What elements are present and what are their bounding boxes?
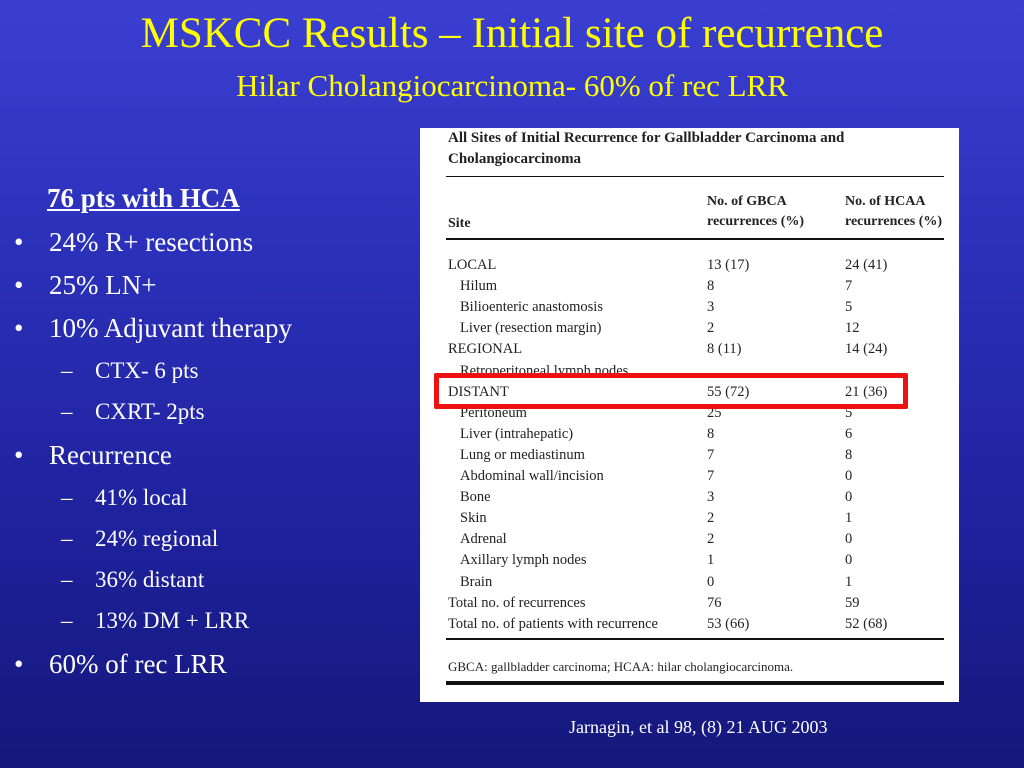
table-rule-bottom	[446, 638, 944, 640]
bullet-dot: •	[14, 313, 24, 343]
cell-site: Abdominal wall/incision	[460, 468, 604, 484]
bullet-item	[14, 646, 414, 682]
sub-bullet-dash: –	[61, 567, 73, 592]
cell-hcaa: 0	[845, 489, 853, 506]
table-row	[448, 487, 948, 508]
table-row	[448, 339, 948, 360]
cell-hcaa: 0	[845, 552, 853, 569]
sub-bullet-text: CXRT- 2pts	[95, 399, 205, 424]
sub-bullet-item	[14, 396, 414, 428]
cell-gbca: 2	[707, 320, 715, 337]
sub-bullet-text: 36% distant	[95, 567, 205, 592]
cell-site: LOCAL	[448, 257, 497, 273]
table-rule-top	[446, 176, 944, 177]
cell-site: Total no. of recurrences	[448, 594, 586, 611]
cell-hcaa: 59	[845, 594, 860, 611]
bullet-dot: •	[14, 440, 24, 470]
table-row	[448, 593, 948, 614]
cell-hcaa: 0	[845, 531, 853, 548]
cell-gbca: 55 (72)	[707, 383, 750, 400]
cell-hcaa: 1	[845, 573, 853, 590]
sub-bullet-text: CTX- 6 pts	[95, 358, 199, 383]
bullet-text: 24% R+ resections	[49, 227, 254, 257]
table-row	[448, 445, 948, 466]
cell-gbca: 8 (11)	[707, 341, 742, 358]
cell-site: Brain	[460, 573, 493, 590]
sub-bullet-item	[14, 482, 414, 514]
cell-gbca: 8	[707, 278, 715, 295]
cell-site: Axillary lymph nodes	[460, 552, 587, 569]
cell-site: Lung or mediastinum	[460, 446, 585, 463]
header-hcaa: No. of HCAA recurrences (%)	[845, 194, 943, 229]
table-row	[448, 276, 948, 297]
table-row	[448, 529, 948, 550]
cell-hcaa: 12	[845, 320, 860, 337]
sub-bullet-dash: –	[61, 399, 73, 424]
cell-site: REGIONAL	[448, 341, 523, 358]
table-footnote: GBCA: gallbladder carcinoma; HCAA: hilar cholangiocarcinoma.	[448, 659, 794, 674]
cell-hcaa: 52 (68)	[845, 615, 888, 632]
bullet-item	[14, 267, 414, 303]
cell-site: Total no. of patients with recurrence	[448, 615, 658, 632]
bullet-text: 10% Adjuvant therapy	[49, 313, 292, 343]
sub-bullet-item	[14, 523, 414, 555]
bullet-item	[14, 437, 414, 473]
cell-site: Hilum	[460, 278, 498, 295]
cell-site: Bilioenteric anastomosis	[460, 299, 603, 316]
cell-site: DISTANT	[448, 383, 509, 400]
bullet-text: 60% of rec LRR	[49, 649, 227, 679]
bullet-dot: •	[14, 270, 24, 300]
cell-gbca: 25	[707, 404, 722, 421]
bullet-dot: •	[14, 649, 24, 679]
sub-bullet-dash: –	[61, 526, 73, 551]
cell-hcaa: 0	[845, 468, 853, 484]
cell-site: Liver (intrahepatic)	[460, 425, 574, 442]
table-row	[448, 424, 948, 445]
table-rule-header	[446, 238, 944, 240]
citation: Jarnagin, et al 98, (8) 21 AUG 2003	[569, 717, 828, 737]
cell-gbca: 53 (66)	[707, 615, 750, 632]
table-rule-end	[446, 681, 944, 685]
bullet-list	[14, 178, 414, 689]
table-row	[448, 550, 948, 571]
cell-gbca: 1	[707, 552, 715, 569]
bullet-dot: •	[14, 227, 24, 257]
sub-bullet-dash: –	[61, 485, 73, 510]
table-title: All Sites of Initial Recurrence for Gallbladder Carcinoma and Cholangiocarcinoma	[448, 130, 845, 167]
slide-subtitle: Hilar Cholangiocarcinoma- 60% of rec LRR	[236, 68, 788, 103]
table-row	[448, 297, 948, 318]
table-row	[448, 318, 948, 339]
table-row	[448, 508, 948, 529]
bullet-text: Recurrence	[49, 440, 172, 470]
cell-site: Adrenal	[460, 531, 507, 548]
sub-bullet-dash: –	[61, 358, 73, 383]
recurrence-table	[420, 128, 959, 702]
cell-hcaa: 7	[845, 278, 853, 295]
cell-hcaa: 6	[845, 425, 853, 442]
cell-hcaa: 14 (24)	[845, 341, 888, 358]
table-row	[448, 614, 948, 635]
cell-hcaa: 24 (41)	[845, 257, 888, 273]
bullet-heading: 76 pts with HCA	[47, 183, 240, 213]
cell-site: Peritoneum	[460, 404, 527, 421]
cell-hcaa: 1	[845, 510, 853, 527]
cell-gbca: 7	[707, 468, 715, 484]
cell-site: Retroperitoneal lymph nodes	[460, 362, 629, 379]
cell-hcaa: 5	[845, 299, 853, 316]
cell-gbca: 3	[707, 299, 715, 316]
cell-gbca: 2	[707, 510, 715, 527]
sub-bullet-text: 24% regional	[95, 526, 219, 551]
sub-bullet-text: 41% local	[95, 485, 188, 510]
table-row	[448, 255, 948, 276]
cell-gbca: 0	[707, 573, 715, 590]
sub-bullet-dash: –	[61, 608, 73, 633]
cell-gbca: 3	[707, 489, 715, 506]
sub-bullet-item	[14, 564, 414, 596]
bullet-items	[14, 224, 414, 682]
sub-bullet-item	[14, 605, 414, 637]
bullet-text: 25% LN+	[49, 270, 157, 300]
cell-gbca: 13 (17)	[707, 257, 750, 273]
bullet-item	[14, 224, 414, 260]
cell-site: Bone	[460, 489, 491, 506]
cell-hcaa: 8	[845, 446, 853, 463]
slide-title: MSKCC Results – Initial site of recurrence	[140, 10, 884, 57]
distant-highlight-box	[434, 373, 908, 409]
cell-gbca: 2	[707, 531, 715, 548]
cell-site: Liver (resection margin)	[460, 320, 602, 337]
cell-gbca: 7	[707, 446, 715, 463]
cell-site: Skin	[460, 510, 487, 527]
cell-gbca: 76	[707, 594, 722, 611]
sub-bullet-item	[14, 355, 414, 387]
table-row	[448, 572, 948, 593]
cell-hcaa: 21 (36)	[845, 383, 888, 400]
header-site: Site	[448, 216, 471, 231]
header-gbca: No. of GBCA recurrences (%)	[707, 194, 805, 229]
sub-bullet-text: 13% DM + LRR	[95, 608, 250, 633]
cell-hcaa: 5	[845, 404, 853, 421]
cell-gbca: 8	[707, 425, 715, 442]
table-row	[448, 466, 948, 487]
bullet-item	[14, 310, 414, 346]
